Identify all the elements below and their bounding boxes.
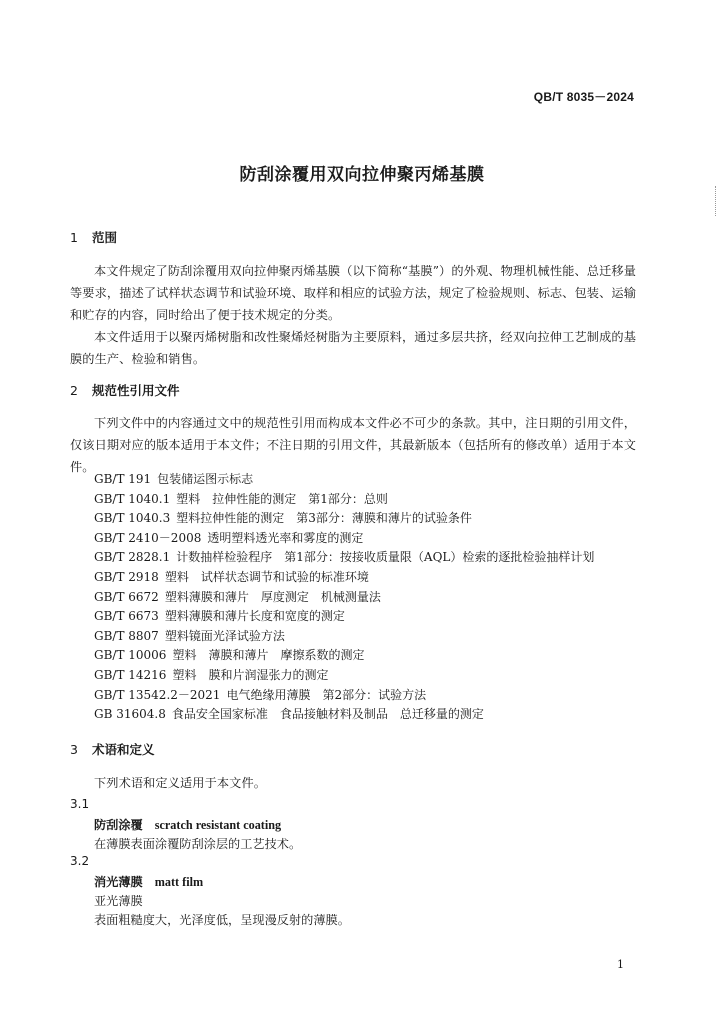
- reference-item: [94, 607, 594, 627]
- reference-code: GB/T 1040.3: [94, 511, 171, 526]
- terms-intro: 下列术语和定义适用于本文件。: [94, 776, 267, 790]
- section-3-heading: [70, 740, 155, 758]
- term-english: scratch resistant coating: [154, 818, 282, 832]
- reference-title: 塑料薄膜和薄片 厚度测定 机械测量法: [164, 589, 381, 604]
- reference-code: GB/T 2410－2008: [94, 530, 202, 545]
- reference-title: 塑料 膜和片润湿张力的测定: [172, 667, 329, 682]
- reference-item: [94, 705, 594, 725]
- reference-title: 塑料 拉伸性能的测定 第1部分：总则: [176, 491, 388, 506]
- reference-code: GB/T 8807: [94, 628, 159, 643]
- reference-title: 透明塑料透光率和雾度的测定: [207, 530, 364, 545]
- reference-item: [94, 509, 594, 529]
- reference-code: GB/T 191: [94, 472, 152, 486]
- reference-code: GB/T 6673: [94, 609, 159, 624]
- reference-title: 食品安全国家标准 食品接触材料及制品 总迁移量的测定: [171, 707, 484, 722]
- section-number: 2: [70, 383, 78, 398]
- reference-code: GB/T 2828.1: [94, 550, 171, 565]
- section-title: 范围: [92, 230, 118, 245]
- reference-title: 计数抽样检验程序 第1部分：按接收质量限（AQL）检索的逐批检验抽样计划: [176, 550, 595, 565]
- term-alternative: 亚光薄膜: [94, 894, 143, 908]
- section-1-heading: [70, 228, 117, 246]
- reference-item: [94, 568, 594, 588]
- reference-item: [94, 470, 594, 490]
- standard-code: QB/T 8035－2024: [533, 90, 634, 104]
- reference-code: GB 31604.8: [94, 707, 166, 722]
- reference-item: [94, 529, 594, 549]
- term-chinese: 消光薄膜: [94, 875, 143, 889]
- reference-item: [94, 646, 594, 666]
- reference-title: 塑料 试样状态调节和试验的标准环境: [164, 569, 369, 584]
- reference-title: 塑料薄膜和薄片长度和宽度的测定: [164, 609, 345, 624]
- reference-code: GB/T 13542.2－2021: [94, 687, 221, 702]
- reference-title: 塑料拉伸性能的测定 第3部分：薄膜和薄片的试验条件: [176, 511, 472, 526]
- document-title: 防刮涂覆用双向拉伸聚丙烯基膜: [239, 165, 485, 185]
- term-number: 3.2: [70, 854, 90, 868]
- section-title: 规范性引用文件: [92, 383, 180, 398]
- reference-item: [94, 490, 594, 510]
- scope-paragraph-1: 本文件规定了防刮涂覆用双向拉伸聚丙烯基膜（以下简称“基膜”）的外观、物理机械性能、总迁移量等要求，描述了试样状态调节和试验环境、取样和相应的试验方法，规定了检验规则、标志、包装、运输和贮存的内容，同时给出了便于技术规定的分类。: [70, 264, 636, 322]
- section-number: 3: [70, 742, 78, 757]
- section-title: 术语和定义: [92, 742, 155, 757]
- page-number: 1: [617, 958, 624, 971]
- reference-item: [94, 588, 594, 608]
- term-entry: [94, 873, 203, 890]
- reference-code: GB/T 1040.1: [94, 491, 171, 506]
- reference-title: 塑料 薄膜和薄片 摩擦系数的测定: [172, 648, 365, 663]
- term-definition: 表面粗糙度大，光泽度低，呈现漫反射的薄膜。: [94, 913, 350, 927]
- term-chinese: 防刮涂覆: [94, 818, 143, 832]
- reference-code: GB/T 6672: [94, 589, 159, 604]
- reference-title: 包装储运图示标志: [157, 472, 254, 486]
- reference-code: GB/T 10006: [94, 648, 167, 663]
- reference-item: [94, 666, 594, 686]
- reference-title: 塑料镜面光泽试验方法: [164, 628, 285, 643]
- scope-paragraph-2: 本文件适用于以聚丙烯树脂和改性聚烯烃树脂为主要原料，通过多层共挤，经双向拉伸工艺制成的基膜的生产、检验和销售。: [70, 330, 636, 366]
- scan-edge-marks: [715, 186, 718, 216]
- section-number: 1: [70, 230, 78, 245]
- reference-title: 电气绝缘用薄膜 第2部分：试验方法: [226, 687, 427, 702]
- reference-list: [94, 470, 594, 725]
- term-english: matt film: [154, 875, 204, 889]
- term-definition: 在薄膜表面涂覆防刮涂层的工艺技术。: [94, 837, 302, 851]
- reference-item: [94, 548, 594, 568]
- term-number: 3.1: [70, 797, 90, 811]
- term-entry: [94, 816, 281, 833]
- section-2-heading: [70, 381, 180, 399]
- reference-item: [94, 686, 594, 706]
- reference-item: [94, 627, 594, 647]
- normative-references-intro: 下列文件中的内容通过文中的规范性引用而构成本文件必不可少的条款。其中，注日期的引用文件，仅该日期对应的版本适用于本文件；不注日期的引用文件，其最新版本（包括所有的修改单）适用于本文件。: [70, 416, 636, 474]
- reference-code: GB/T 14216: [94, 667, 167, 682]
- reference-code: GB/T 2918: [94, 569, 159, 584]
